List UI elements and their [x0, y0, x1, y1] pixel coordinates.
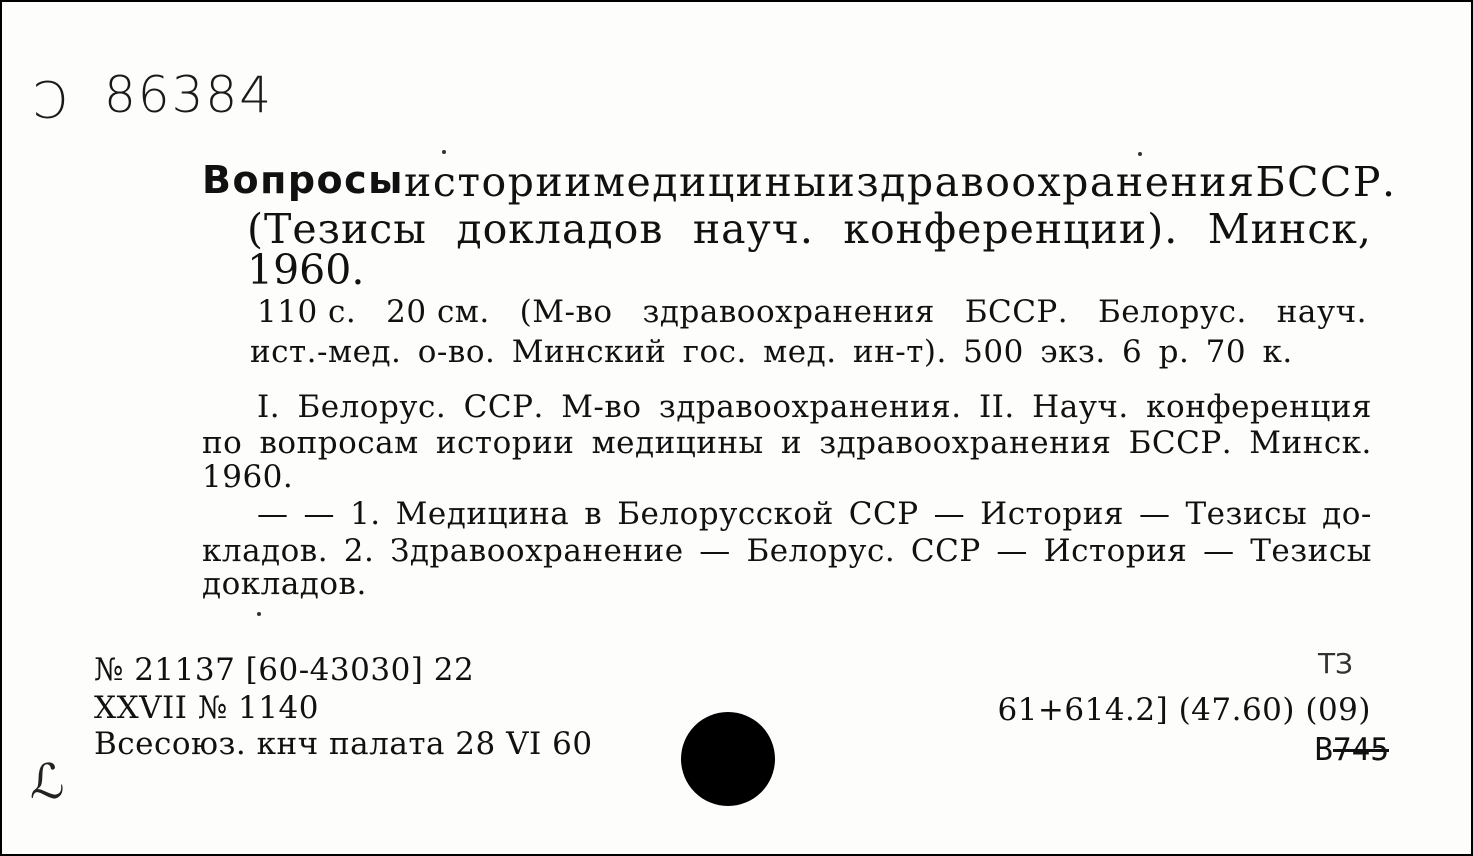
title-word: и: [827, 158, 857, 206]
tracing-word: в: [584, 496, 603, 532]
accession-line-2: XXVII № 1140: [94, 690, 319, 726]
tracing-word: —: [996, 533, 1028, 569]
ink-dot: [1138, 152, 1142, 156]
title-line-1: [202, 158, 1397, 206]
tracing-word: конференция: [1146, 389, 1372, 425]
shelf-mark: [1314, 732, 1389, 768]
collation-word: 110 с.: [257, 294, 357, 330]
handwritten-corner-mark: ℒ: [30, 754, 65, 810]
accession-line-3: Всесоюз. кнч палата 28 VI 60: [94, 726, 593, 762]
title-word: науч.: [692, 205, 814, 253]
tracing-word: ССР.: [463, 389, 544, 425]
ink-dot: [257, 612, 261, 616]
shelf-mark-prefix: В: [1314, 732, 1333, 768]
collation-word: БССР.: [964, 294, 1069, 330]
title-line-3: 1960.: [247, 246, 365, 294]
tracing-word: Медицина: [395, 496, 570, 532]
collation-word: здравоохранения: [642, 294, 935, 330]
tracing-line-3: 1960.: [202, 459, 294, 495]
title-word: конференции).: [843, 205, 1179, 253]
title-word: здравоохранения: [856, 158, 1256, 206]
tracing-word: Науч.: [1032, 389, 1129, 425]
handwritten-prefix-mark: Ɔ: [32, 72, 67, 130]
tracing-word: медицины: [591, 425, 764, 461]
tracing-word: —: [1138, 496, 1171, 532]
title-line-2: [247, 205, 1372, 253]
udc-classification: 61+614.2] (47.60) (09): [997, 692, 1371, 728]
tracing-word: М-во: [561, 389, 642, 425]
title-word: докладов: [456, 205, 664, 253]
title-word: (Тезисы: [247, 205, 427, 253]
punch-hole: [681, 712, 775, 806]
tracing-word: и: [780, 425, 803, 461]
tracing-word: I.: [257, 389, 281, 425]
tracing-word: истории: [435, 425, 575, 461]
tracing-word: История: [980, 496, 1124, 532]
tracing-word: кладов.: [202, 533, 329, 569]
tracing-word: ССР: [910, 533, 981, 569]
tracing-line-6: докладов.: [202, 566, 367, 602]
tracing-word: —: [699, 533, 731, 569]
tracing-word: БССР.: [1128, 425, 1233, 461]
tracing-word: Тезисы: [1250, 533, 1372, 569]
accession-line-1: № 21137 [60-43030] 22: [94, 652, 475, 688]
title-first-word: Вопросы: [202, 158, 405, 202]
tracing-word: 2.: [343, 533, 375, 569]
collation-line-1: [257, 294, 1367, 330]
tracing-word: здравоохранения: [819, 425, 1112, 461]
tracing-word: Здравоохранение: [390, 533, 684, 569]
tracing-word: Тезисы: [1185, 496, 1308, 532]
tracing-word: Белорус.: [297, 389, 447, 425]
handwritten-card-number: 86384: [104, 66, 274, 124]
tracing-word: до-: [1322, 496, 1372, 532]
tracing-word: 1.: [350, 496, 381, 532]
collation-word: Белорус.: [1098, 294, 1247, 330]
tracing-word: II.: [978, 389, 1015, 425]
tracing-word: здравоохранения.: [658, 389, 962, 425]
tracing-line-5: [202, 533, 1372, 569]
title-word: медицины: [593, 158, 828, 206]
tracing-word: История: [1043, 533, 1188, 569]
title-word: истории: [404, 158, 594, 206]
collation-word: (М-во: [519, 294, 613, 330]
tracing-line-2: [202, 425, 1372, 461]
tracing-word: —: [303, 496, 336, 532]
tracing-word: по: [202, 425, 243, 461]
tracing-word: —: [1203, 533, 1235, 569]
tracing-word: ССР: [848, 496, 919, 532]
title-word: БССР.: [1255, 158, 1397, 206]
collation-word: 20 см.: [386, 294, 490, 330]
handwritten-mark: ТЗ: [1317, 647, 1353, 680]
tracing-line-4: [257, 496, 1372, 532]
tracing-word: Белорус.: [746, 533, 896, 569]
tracing-line-1: [257, 389, 1372, 425]
ink-dot: [442, 150, 446, 154]
collation-line-2: ист.-мед. о-во. Минский гос. мед. ин-т). 500 экз. 6 р. 70 к.: [250, 334, 1293, 370]
collation-word: науч.: [1276, 294, 1367, 330]
title-word: Минск,: [1207, 205, 1372, 253]
tracing-word: Минск.: [1249, 425, 1372, 461]
tracing-word: —: [257, 496, 289, 532]
tracing-word: Белорусской: [617, 496, 834, 532]
shelf-mark-struck: 745: [1333, 732, 1389, 768]
tracing-word: вопросам: [259, 425, 419, 461]
tracing-word: —: [933, 496, 966, 532]
